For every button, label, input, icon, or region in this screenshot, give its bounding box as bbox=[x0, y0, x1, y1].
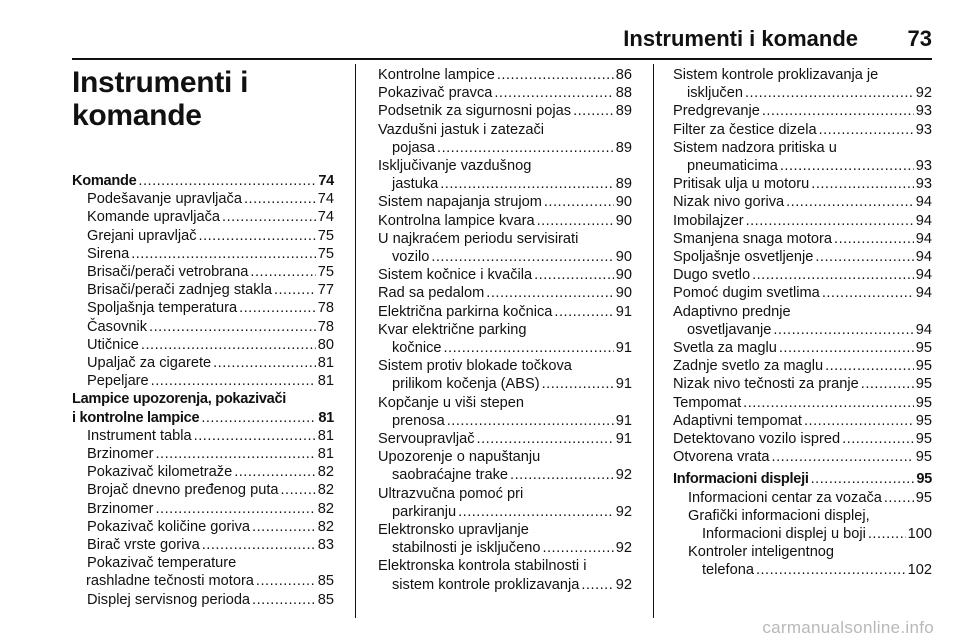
toc-page-number: 74 bbox=[318, 173, 334, 189]
toc-entry[interactable] bbox=[673, 321, 932, 339]
toc-entry[interactable] bbox=[72, 572, 334, 590]
toc-entry-label: pneumaticima bbox=[687, 158, 778, 175]
toc-entry-label: Informacioni displej u boji bbox=[702, 526, 866, 543]
toc-entry-label: Displej servisnog perioda bbox=[87, 591, 251, 608]
watermark: carmanualsonline.info bbox=[762, 618, 934, 637]
chapter-title: Instrumenti i komande bbox=[72, 66, 249, 132]
toc-page-number: 91 bbox=[615, 431, 632, 448]
toc-entry-text: Grafički informacioni displej, bbox=[688, 507, 870, 524]
dot-leader bbox=[780, 157, 914, 175]
toc-entry[interactable] bbox=[673, 248, 932, 266]
toc-page-number: 95 bbox=[915, 431, 932, 448]
toc-entry[interactable] bbox=[72, 427, 334, 445]
toc-column-2 bbox=[378, 66, 632, 594]
toc-page-number: 95 bbox=[915, 489, 932, 506]
toc-entry-label: Nizak nivo tečnosti za pranje bbox=[673, 376, 859, 393]
toc-entry-text: Kontroler inteligentnog bbox=[688, 544, 835, 561]
toc-entry-label: Električna parkirna kočnica bbox=[378, 303, 553, 320]
toc-entry-label: isključen bbox=[687, 85, 743, 102]
toc-entry[interactable] bbox=[673, 212, 932, 230]
dot-leader bbox=[244, 190, 316, 208]
dot-leader bbox=[819, 121, 914, 139]
toc-page-number: 85 bbox=[317, 591, 334, 608]
toc-entry[interactable] bbox=[378, 430, 632, 448]
toc-page-number: 90 bbox=[615, 212, 632, 229]
toc-section-entry[interactable] bbox=[72, 409, 334, 427]
toc-entry-text: Sistem nadzora pritiska u bbox=[673, 139, 837, 156]
toc-entry[interactable] bbox=[673, 175, 932, 193]
dot-leader bbox=[542, 375, 614, 393]
toc-entry-label: Podešavanje upravljača bbox=[87, 191, 242, 208]
toc-entry-label: kočnice bbox=[392, 340, 442, 357]
toc-page-number: 95 bbox=[915, 340, 932, 357]
toc-entry-label: Adaptivni tempomat bbox=[673, 412, 802, 429]
toc-entry-label: Kontrolna lampice kvara bbox=[378, 212, 535, 229]
toc-entry[interactable] bbox=[673, 375, 932, 393]
toc-entry-label: telefona bbox=[702, 562, 754, 579]
toc-entry-label: Brzinomer bbox=[87, 446, 154, 463]
dot-leader bbox=[772, 448, 914, 466]
toc-page-number: 85 bbox=[317, 573, 334, 590]
toc-entry-label: Brojač dnevno pređenog puta bbox=[87, 482, 279, 499]
toc-page-number: 89 bbox=[615, 139, 632, 156]
toc-section-entry[interactable] bbox=[673, 470, 932, 488]
toc-entry-label: parkiranju bbox=[392, 503, 457, 520]
toc-entry[interactable] bbox=[72, 299, 334, 317]
dot-leader bbox=[477, 430, 614, 448]
dot-leader bbox=[497, 66, 614, 84]
toc-page-number: 93 bbox=[915, 121, 932, 138]
dot-leader bbox=[752, 266, 914, 284]
toc-page-number: 82 bbox=[317, 464, 334, 481]
dot-leader bbox=[510, 466, 614, 484]
dot-leader bbox=[815, 248, 913, 266]
dot-leader bbox=[156, 500, 316, 518]
toc-entry-label: Komande upravljača bbox=[87, 209, 221, 226]
toc-page-number: 78 bbox=[317, 300, 334, 317]
dot-leader bbox=[745, 84, 914, 102]
toc-entry[interactable] bbox=[673, 266, 932, 284]
toc-entry[interactable] bbox=[378, 193, 632, 211]
toc-entry-label: Dugo svetlo bbox=[673, 267, 751, 284]
dot-leader bbox=[274, 281, 316, 299]
toc-entry[interactable] bbox=[72, 354, 334, 372]
column-divider bbox=[653, 64, 654, 618]
toc-entry-label: sistem kontrole proklizavanja bbox=[392, 576, 580, 593]
toc-entry-label: Brzinomer bbox=[87, 500, 154, 517]
toc-page-number: 90 bbox=[615, 267, 632, 284]
dot-leader bbox=[222, 208, 316, 226]
running-title: Instrumenti i komande bbox=[623, 26, 858, 51]
toc-entry[interactable] bbox=[673, 448, 932, 466]
toc-entry-label: Pokazivač pravca bbox=[378, 85, 493, 102]
toc-page-number: 91 bbox=[615, 376, 632, 393]
toc-entry-label: Brisači/perači zadnjeg stakla bbox=[87, 282, 272, 299]
toc-page-number: 88 bbox=[615, 85, 632, 102]
toc-page-number: 91 bbox=[615, 412, 632, 429]
toc-entry-label: Predgrevanje bbox=[673, 103, 760, 120]
toc-entry-label: Birač vrste goriva bbox=[87, 537, 200, 554]
toc-entry-text: Vazdušni jastuk i zatezači bbox=[378, 121, 545, 138]
dot-leader bbox=[868, 525, 906, 543]
toc-entry-label: Detektovano vozilo ispred bbox=[673, 431, 841, 448]
toc-list bbox=[673, 66, 932, 580]
toc-column-3 bbox=[673, 66, 932, 580]
toc-entry-text: Upozorenje o napuštanju bbox=[378, 449, 541, 466]
toc-entry[interactable] bbox=[378, 303, 632, 321]
dot-leader bbox=[746, 212, 914, 230]
toc-page-number: 93 bbox=[915, 103, 932, 120]
toc-page-number: 94 bbox=[915, 249, 932, 266]
toc-entry-label: Tempomat bbox=[673, 394, 742, 411]
toc-page-number: 95 bbox=[915, 412, 932, 429]
toc-entry-text: Isključivanje vazdušnog bbox=[378, 158, 532, 175]
toc-page-number: 82 bbox=[317, 482, 334, 499]
toc-page-number: 94 bbox=[915, 321, 932, 338]
toc-entry-text: Sistem protiv blokade točkova bbox=[378, 358, 572, 375]
toc-list bbox=[378, 66, 632, 594]
dot-leader bbox=[544, 193, 614, 211]
toc-entry[interactable] bbox=[72, 336, 334, 354]
toc-entry[interactable] bbox=[673, 561, 932, 579]
dot-leader bbox=[447, 412, 614, 430]
toc-entry[interactable] bbox=[673, 121, 932, 139]
dot-leader bbox=[213, 354, 316, 372]
dot-leader bbox=[573, 102, 614, 120]
toc-page-number: 95 bbox=[915, 358, 932, 375]
toc-entry[interactable] bbox=[673, 525, 932, 543]
toc-page-number: 95 bbox=[915, 376, 932, 393]
toc-page-number: 80 bbox=[317, 336, 334, 353]
toc-page-number: 81 bbox=[317, 446, 334, 463]
toc-entry[interactable] bbox=[378, 412, 632, 430]
dot-leader bbox=[834, 230, 914, 248]
dot-leader bbox=[151, 372, 316, 390]
toc-entry[interactable] bbox=[72, 227, 334, 245]
toc-page-number: 75 bbox=[317, 264, 334, 281]
dot-leader bbox=[537, 212, 614, 230]
toc-page-number: 90 bbox=[615, 249, 632, 266]
dot-leader bbox=[822, 284, 914, 302]
toc-entry[interactable] bbox=[72, 591, 334, 609]
toc-page-number: 93 bbox=[915, 176, 932, 193]
toc-entry-label: Časovnik bbox=[87, 318, 148, 335]
toc-entry[interactable] bbox=[378, 576, 632, 594]
toc-page-number: 94 bbox=[915, 267, 932, 284]
dot-leader bbox=[443, 339, 613, 357]
dot-leader bbox=[141, 336, 316, 354]
toc-entry-label: Pepeljare bbox=[87, 373, 149, 390]
toc-page-number: 92 bbox=[615, 576, 632, 593]
dot-leader bbox=[743, 394, 914, 412]
dot-leader bbox=[138, 172, 316, 190]
toc-list bbox=[72, 172, 334, 609]
toc-page-number: 77 bbox=[317, 282, 334, 299]
toc-page-number: 81 bbox=[317, 355, 334, 372]
toc-page-number: 92 bbox=[915, 85, 932, 102]
dot-leader bbox=[581, 576, 613, 594]
toc-entry[interactable] bbox=[378, 503, 632, 521]
dot-leader bbox=[811, 175, 914, 193]
toc-page-number: 102 bbox=[907, 562, 932, 579]
dot-leader bbox=[884, 489, 914, 507]
dot-leader bbox=[779, 339, 914, 357]
toc-entry-label: Sirena bbox=[87, 245, 130, 262]
dot-leader bbox=[149, 318, 316, 336]
dot-leader bbox=[156, 445, 316, 463]
dot-leader bbox=[842, 430, 914, 448]
dot-leader bbox=[486, 284, 613, 302]
toc-entry[interactable] bbox=[673, 102, 932, 120]
toc-entry[interactable] bbox=[673, 284, 932, 302]
toc-page-number: 90 bbox=[615, 285, 632, 302]
toc-page-number: 95 bbox=[915, 394, 932, 411]
toc-entry-text: Pokazivač temperature bbox=[87, 555, 237, 572]
toc-entry-label: Utičnice bbox=[87, 336, 139, 353]
toc-entry[interactable] bbox=[378, 339, 632, 357]
toc-entry-label: Grejani upravljač bbox=[87, 227, 197, 244]
toc-entry-text: U najkraćem periodu servisirati bbox=[378, 230, 579, 247]
dot-leader bbox=[437, 139, 614, 157]
dot-leader bbox=[786, 193, 914, 211]
toc-entry-label: Servoupravljač bbox=[378, 431, 475, 448]
dot-leader bbox=[201, 409, 316, 427]
toc-entry[interactable] bbox=[378, 102, 632, 120]
toc-entry[interactable] bbox=[72, 445, 334, 463]
dot-leader bbox=[252, 591, 316, 609]
toc-entry[interactable] bbox=[673, 357, 932, 375]
toc-entry[interactable] bbox=[72, 245, 334, 263]
toc-entry-label: Upaljač za cigarete bbox=[87, 355, 212, 372]
toc-entry-label: prenosa bbox=[392, 412, 445, 429]
toc-entry-label: Pritisak ulja u motoru bbox=[673, 176, 810, 193]
toc-page-number: 91 bbox=[615, 303, 632, 320]
toc-entry[interactable] bbox=[72, 281, 334, 299]
toc-page-number: 78 bbox=[317, 318, 334, 335]
dot-leader bbox=[199, 227, 316, 245]
dot-leader bbox=[542, 539, 613, 557]
toc-entry-text: Elektronsko upravljanje bbox=[378, 522, 529, 539]
dot-leader bbox=[202, 536, 316, 554]
toc-page-number: 92 bbox=[615, 467, 632, 484]
toc-entry[interactable] bbox=[72, 372, 334, 390]
toc-entry-label: Pokazivač količine goriva bbox=[87, 518, 251, 535]
toc-entry-text: Kopčanje u viši stepen bbox=[378, 394, 525, 411]
toc-entry[interactable] bbox=[72, 318, 334, 336]
toc-page-number: 89 bbox=[615, 103, 632, 120]
toc-entry-label: osvetljavanje bbox=[687, 321, 772, 338]
toc-page-number: 82 bbox=[317, 500, 334, 517]
dot-leader bbox=[250, 263, 315, 281]
toc-entry-label: Brisači/perači vetrobrana bbox=[87, 264, 249, 281]
toc-entry[interactable] bbox=[673, 230, 932, 248]
toc-entry[interactable] bbox=[378, 84, 632, 102]
dot-leader bbox=[534, 266, 614, 284]
toc-entry-label: pojasa bbox=[392, 139, 436, 156]
toc-entry[interactable] bbox=[378, 175, 632, 193]
toc-entry[interactable] bbox=[72, 463, 334, 481]
toc-entry[interactable] bbox=[378, 139, 632, 157]
toc-page-number: 75 bbox=[317, 227, 334, 244]
toc-page-number: 81 bbox=[317, 427, 334, 444]
toc-entry-label: Filter za čestice dizela bbox=[673, 121, 817, 138]
toc-page-number: 75 bbox=[317, 245, 334, 262]
toc-page-number: 92 bbox=[615, 503, 632, 520]
toc-page-number: 91 bbox=[615, 340, 632, 357]
toc-page-number: 81 bbox=[318, 409, 334, 426]
page-number: 73 bbox=[907, 26, 932, 51]
toc-page-number: 83 bbox=[317, 537, 334, 554]
toc-entry-label: Smanjena snaga motora bbox=[673, 230, 833, 247]
toc-entry[interactable] bbox=[673, 84, 932, 102]
toc-entry[interactable] bbox=[673, 339, 932, 357]
toc-entry-text: Adaptivno prednje bbox=[673, 303, 791, 320]
toc-entry-text: Kvar električne parking bbox=[378, 321, 527, 338]
toc-page-number: 100 bbox=[907, 526, 932, 543]
toc-page-number: 94 bbox=[915, 285, 932, 302]
toc-page-number: 93 bbox=[915, 158, 932, 175]
toc-entry[interactable] bbox=[378, 212, 632, 230]
toc-entry-label: Otvorena vrata bbox=[673, 449, 770, 466]
toc-entry-label: Spoljašnja temperatura bbox=[87, 300, 238, 317]
toc-entry-label: Sistem napajanja strujom bbox=[378, 194, 542, 211]
toc-entry-label: Instrument tabla bbox=[87, 427, 192, 444]
dot-leader bbox=[494, 84, 613, 102]
toc-page-number: 94 bbox=[915, 194, 932, 211]
toc-page-number: 74 bbox=[317, 191, 334, 208]
dot-leader bbox=[256, 572, 316, 590]
toc-page-number: 90 bbox=[615, 194, 632, 211]
toc-entry-label: jastuka bbox=[392, 176, 439, 193]
toc-entry-label: Komande bbox=[72, 173, 137, 189]
toc-entry-label: Pomoć dugim svetlima bbox=[673, 285, 820, 302]
toc-section-heading: Lampice upozorenja, pokazivači bbox=[72, 391, 287, 408]
dot-leader bbox=[811, 470, 915, 488]
dot-leader bbox=[861, 375, 914, 393]
toc-entry[interactable] bbox=[72, 263, 334, 281]
dot-leader bbox=[252, 518, 316, 536]
toc-entry[interactable] bbox=[72, 500, 334, 518]
toc-entry[interactable] bbox=[72, 208, 334, 226]
dot-leader bbox=[131, 245, 316, 263]
toc-entry-label: Rad sa pedalom bbox=[378, 285, 485, 302]
dot-leader bbox=[762, 102, 914, 120]
toc-entry-label: vozilo bbox=[392, 249, 430, 266]
toc-entry-label: Nizak nivo goriva bbox=[673, 194, 785, 211]
dot-leader bbox=[234, 463, 316, 481]
toc-page-number: 81 bbox=[317, 373, 334, 390]
toc-entry-label: Pokazivač kilometraže bbox=[87, 464, 233, 481]
toc-page-number: 92 bbox=[615, 540, 632, 557]
toc-entry-label: Kontrolne lampice bbox=[378, 67, 495, 83]
toc-section-entry[interactable] bbox=[72, 172, 334, 190]
toc-entry-label: Informacioni centar za vozača bbox=[688, 489, 882, 506]
toc-entry[interactable] bbox=[378, 266, 632, 284]
dot-leader bbox=[281, 481, 316, 499]
toc-page-number: 82 bbox=[317, 518, 334, 535]
toc-page-number: 94 bbox=[915, 230, 932, 247]
toc-page-number: 95 bbox=[916, 471, 932, 488]
toc-entry[interactable] bbox=[673, 193, 932, 211]
toc-page-number: 89 bbox=[615, 176, 632, 193]
toc-entry-text: Ultrazvučna pomoć pri bbox=[378, 485, 524, 502]
toc-entry-text: Elektronska kontrola stabilnosti i bbox=[378, 558, 587, 575]
dot-leader bbox=[756, 561, 906, 579]
toc-entry[interactable] bbox=[378, 284, 632, 302]
toc-entry[interactable] bbox=[72, 190, 334, 208]
toc-entry[interactable] bbox=[378, 466, 632, 484]
toc-entry-label: Imobilajzer bbox=[673, 212, 744, 229]
dot-leader bbox=[440, 175, 614, 193]
toc-entry[interactable] bbox=[378, 539, 632, 557]
toc-entry[interactable] bbox=[673, 157, 932, 175]
toc-entry-label: Svetla za maglu bbox=[673, 340, 777, 357]
toc-entry-label: Spoljašnje osvetljenje bbox=[673, 249, 814, 266]
toc-entry-text: Sistem kontrole proklizavanja je bbox=[673, 67, 879, 83]
toc-entry[interactable] bbox=[378, 375, 632, 393]
toc-entry-label: saobraćajne trake bbox=[392, 467, 509, 484]
toc-entry[interactable] bbox=[673, 489, 932, 507]
toc-entry[interactable] bbox=[673, 430, 932, 448]
toc-page-number: 74 bbox=[317, 209, 334, 226]
dot-leader bbox=[554, 303, 613, 321]
toc-entry[interactable] bbox=[72, 536, 334, 554]
toc-entry-label: rashladne tečnosti motora bbox=[86, 573, 254, 590]
toc-entry-label: Zadnje svetlo za maglu bbox=[673, 358, 824, 375]
column-divider bbox=[355, 64, 356, 618]
toc-page-number: 94 bbox=[915, 212, 932, 229]
page-header bbox=[72, 0, 932, 60]
toc-page-number: 86 bbox=[615, 67, 632, 83]
toc-column-1 bbox=[72, 66, 334, 609]
toc-entry[interactable] bbox=[673, 394, 932, 412]
toc-entry-label: Sistem kočnice i kvačila bbox=[378, 267, 533, 284]
dot-leader bbox=[825, 357, 914, 375]
toc-page-number: 95 bbox=[915, 449, 932, 466]
toc-entry[interactable] bbox=[673, 412, 932, 430]
toc-entry-label: stabilnosti je isključeno bbox=[392, 540, 541, 557]
dot-leader bbox=[804, 412, 914, 430]
dot-leader bbox=[194, 427, 316, 445]
dot-leader bbox=[773, 321, 913, 339]
toc-entry-label: Informacioni displeji bbox=[673, 471, 809, 488]
toc-entry-label: i kontrolne lampice bbox=[72, 409, 200, 426]
toc-entry[interactable] bbox=[72, 481, 334, 499]
toc-entry-label: prilikom kočenja (ABS) bbox=[392, 376, 540, 393]
toc-entry[interactable] bbox=[378, 66, 632, 84]
toc-entry[interactable] bbox=[72, 518, 334, 536]
dot-leader bbox=[431, 248, 613, 266]
dot-leader bbox=[239, 299, 316, 317]
dot-leader bbox=[458, 503, 614, 521]
toc-entry-label: Podsetnik za sigurnosni pojas bbox=[378, 103, 572, 120]
toc-entry[interactable] bbox=[378, 248, 632, 266]
